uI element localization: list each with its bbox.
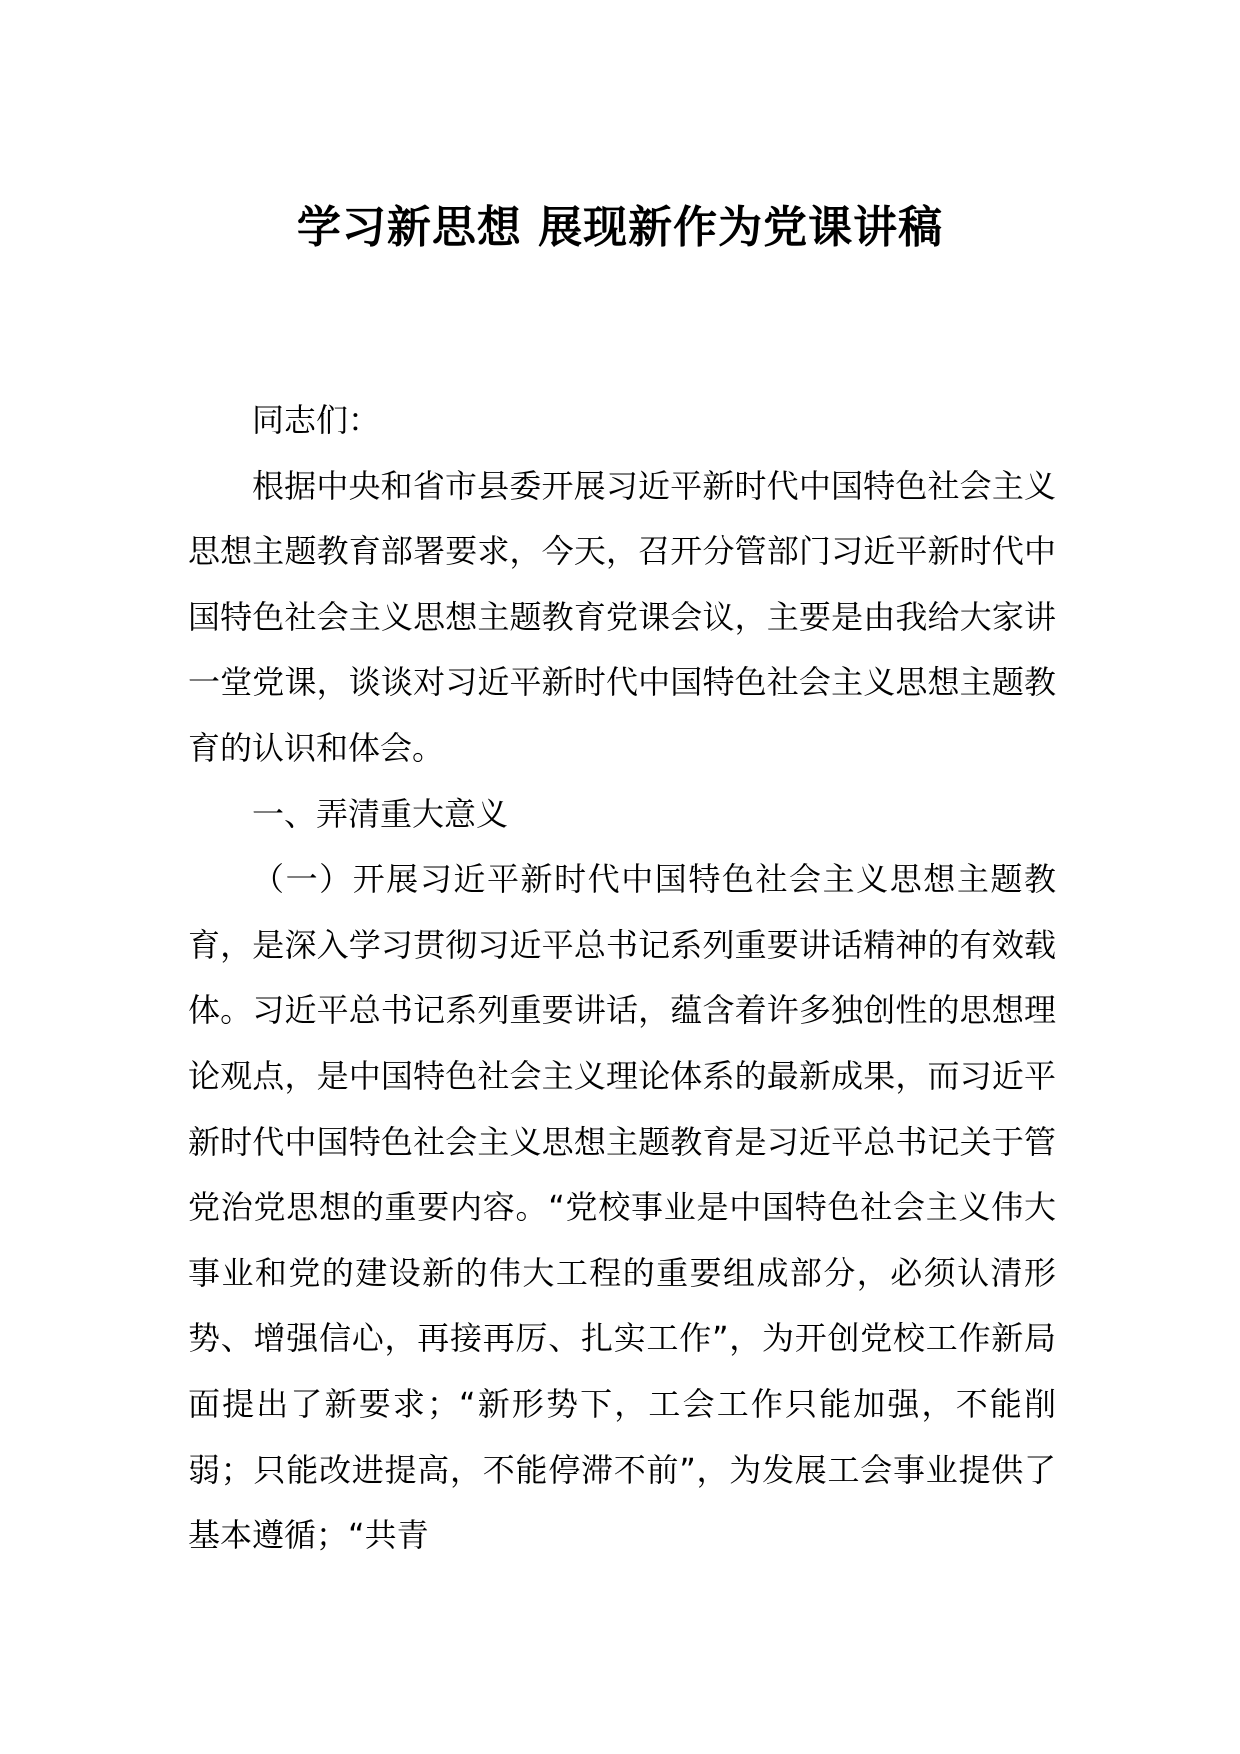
intro-paragraph: 根据中央和省市县委开展习近平新时代中国特色社会主义思想主题教育部署要求，今天，召开分管部门习近平新时代中国特色社会主义思想主题教育党课会议，主要是由我给大家讲一堂党课，谈谈对习近平新时代中国特色社会主义思想主题教育的认识和体会。 bbox=[188, 466, 1056, 767]
section-heading: 一、弄清重大意义 bbox=[252, 794, 509, 833]
body-paragraph: （一）开展习近平新时代中国特色社会主义思想主题教育，是深入学习贯彻习近平总书记系列重要讲话精神的有效载体。习近平总书记系列重要讲话，蕴含着许多独创性的思想理论观点，是中国特色社会主义理论体系的最新成果，而习近平新时代中国特色社会主义思想主题教育是习近平总书记关于管党治党思想的重要内容。“党校事业是中国特色社会主义伟大事业和党的建设新的伟大工程的重要组成部分，必须认清形势、增强信心，再接再厉、扎实工作”，为开创党校工作新局面提出了新要求；“新形势下，工会工作只能加强，不能削弱；只能改进提高，不能停滞不前”，为发展工会事业提供了基本遵循；“共青 bbox=[188, 860, 1056, 1555]
salutation: 同志们： bbox=[252, 401, 381, 439]
document-body bbox=[188, 388, 1056, 1569]
document-title: 学习新思想 展现新作为党课讲稿 bbox=[296, 202, 944, 253]
